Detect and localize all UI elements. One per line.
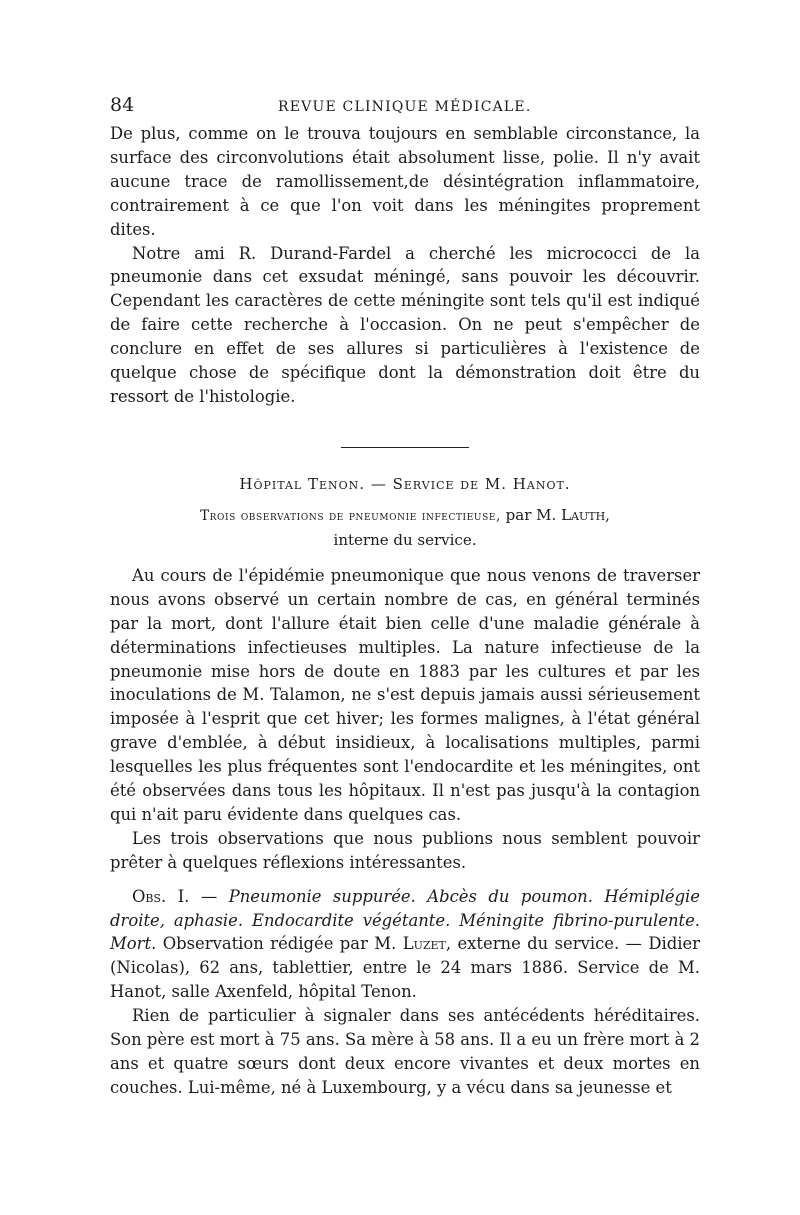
observation-dash: — (189, 886, 229, 906)
document-page (110, 94, 700, 1100)
paragraph-antecedents: Rien de particulier à signaler dans ses antécédents héréditaires. Son père est mort à 75 ans. Sa mère à 58 ans. Il a eu un frère mort à 2 ans et quatre sœurs dont deux encore vivantes et deux mortes en couches. Lui-même, né à Luxembourg, y a vécu dans sa jeunesse et (110, 1006, 700, 1097)
paragraph-durand-fardel: Notre ami R. Durand-Fardel a cherché les micrococci de la pneumonie dans cet exsudat méningé, sans pouvoir les découvrir. Cependant les caractères de cette méningite sont tels qu'il est indiqué de faire cette recherche à l'occasion. On ne peut s'empêcher de conclure en effet de ses allures si particulières à l'existence de quelque chose de spécifique dont la démonstration doit être du ressort de l'histologie. (110, 243, 700, 406)
observation-title: Pneumonie suppurée. Abcès du poumon. Hémiplégie droite, aphasie. Endocardite végétante. Méningite fibrino-purulente. Mort. (110, 886, 701, 954)
observation-text-a: Observation rédigée par M. (156, 934, 403, 954)
observation-author: Luzet (402, 934, 446, 954)
observation-label: Obs. I. (132, 886, 190, 906)
observation-text-b: , externe du service. — Didier (Nicolas), 62 ans, tablettier, entre le 24 mars 1886. Service de M. Hanot, salle Axenfeld, hôpital Tenon. (110, 934, 700, 1002)
paragraph-introduction: Au cours de l'épidémie pneumonique que nous venons de traverser nous avons observé un certain nombre de cas, en général terminés par la mort, dont l'allure était bien celle d'une maladie générale à déterminations infectieuses multiples. La nature infectieuse de la pneumonie mise hors de doute en 1883 par les cultures et par les inoculations de M. Talamon, ne s'est depuis jamais aussi sérieusement imposée à l'esprit que cet hiver; les formes malignes, à l'état général grave d'emblée, à début insidieux, à localisations multiples, parmi lesquelles les plus fréquentes sont l'endocardite et les méningites, ont été observées dans tous les hôpitaux. Il n'est pas jusqu'à la contagion qui n'ait paru évidente dans quelques cas. (110, 565, 700, 824)
article-author-role: interne du service. (333, 530, 477, 549)
page-number: 84 (110, 94, 135, 116)
running-title: REVUE CLINIQUE MÉDICALE. (278, 99, 532, 115)
observation-1 (110, 885, 700, 1005)
article-title-caps: Trois observations de pneumonie infectieuse, (200, 507, 501, 524)
section-divider (341, 447, 469, 448)
article-title-by: par M. (500, 505, 562, 524)
hospital-heading: Hôpital Tenon. — Service de M. Hanot. (239, 474, 571, 493)
running-header (110, 94, 700, 122)
paragraph-continuation: De plus, comme on le trouva toujours en semblable circonstance, la surface des circonvolutions était absolument lisse, polie. Il n'y avait aucune trace de ramollissement,de désintégration inflammatoire, contrairement à ce que l'on voit dans les méningites proprement dites. (110, 124, 700, 239)
article-author: Lauth, (561, 505, 610, 524)
article-title (110, 503, 700, 552)
paragraph-observations: Les trois observations que nous publions nous semblent pouvoir prêter à quelques réflexions intéressantes. (110, 828, 700, 872)
